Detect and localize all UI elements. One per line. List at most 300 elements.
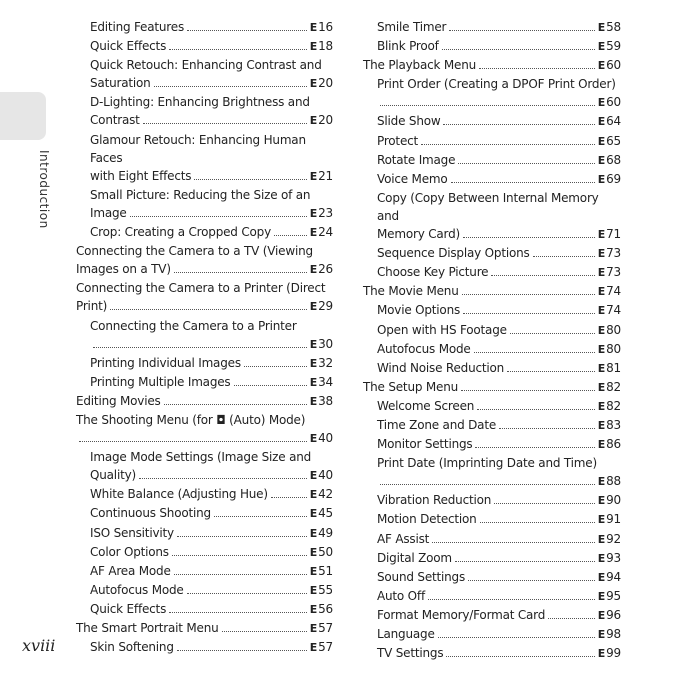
toc-entry[interactable]	[363, 282, 621, 301]
toc-page-ref	[598, 340, 621, 359]
toc-entry[interactable]	[76, 93, 333, 130]
dot-leader	[110, 309, 307, 310]
toc-page-number: 94	[606, 569, 621, 584]
reference-section-icon: E	[597, 228, 606, 242]
toc-page-ref	[598, 225, 621, 244]
toc-page-ref	[598, 568, 621, 587]
reference-section-icon: E	[309, 507, 318, 521]
toc-page-ref	[598, 491, 621, 510]
toc-page-number: 82	[606, 379, 621, 394]
toc-page-ref	[598, 244, 621, 263]
toc-entry[interactable]	[363, 170, 621, 189]
toc-entry-line: Connecting the Camera to a Printer	[90, 318, 297, 333]
toc-entry[interactable]	[363, 549, 621, 568]
toc-page-number: 32	[318, 355, 333, 370]
toc-page-number: 96	[606, 607, 621, 622]
toc-entry-title: Quick Effects	[90, 601, 167, 616]
toc-entry[interactable]	[76, 186, 333, 223]
toc-page-ref	[598, 606, 621, 625]
dot-leader	[380, 484, 595, 485]
toc-page-number: 98	[606, 627, 621, 641]
toc-entry-title: Wind Noise Reduction	[377, 360, 505, 375]
reference-section-icon: E	[597, 438, 606, 452]
toc-entry-line: Quick Retouch: Enhancing Contrast and	[90, 58, 322, 73]
toc-entry[interactable]	[363, 321, 621, 340]
dot-leader	[507, 371, 595, 372]
toc-entry-line: Image Mode Settings (Image Size and	[90, 450, 312, 465]
toc-page-number: 29	[318, 299, 333, 314]
toc-entry-title: AF Assist	[377, 531, 430, 546]
toc-entry[interactable]	[363, 112, 621, 131]
toc-entry-line: Connecting the Camera to a TV (Viewing	[76, 244, 313, 259]
dot-leader	[222, 631, 307, 632]
toc-entry-title: Image	[90, 205, 127, 220]
reference-section-icon: E	[597, 628, 606, 641]
reference-section-icon: E	[597, 96, 606, 110]
toc-page-ref	[598, 132, 621, 151]
toc-page-ref	[598, 93, 621, 112]
toc-page-number: 68	[606, 152, 621, 167]
toc-page-ref	[598, 510, 621, 529]
reference-section-icon: E	[309, 641, 318, 655]
reference-section-icon: E	[309, 114, 318, 128]
toc-entry-title: Editing Movies	[76, 393, 161, 408]
toc-page-ref	[310, 335, 333, 354]
toc-page-ref	[310, 297, 333, 316]
toc-entry-title: Quality)	[90, 468, 136, 483]
reference-section-icon: E	[597, 40, 606, 54]
dot-leader	[458, 163, 595, 164]
toc-page-ref	[598, 625, 621, 644]
toc-entry[interactable]	[76, 485, 333, 504]
reference-section-icon: E	[309, 583, 318, 597]
toc-page-ref	[598, 170, 621, 189]
toc-entry[interactable]	[363, 587, 621, 606]
toc-page-ref	[598, 112, 621, 131]
toc-entry-title: Rotate Image	[377, 152, 456, 167]
dot-leader	[463, 313, 595, 314]
toc-page-number: 23	[318, 205, 333, 220]
toc-entry[interactable]	[76, 56, 333, 93]
dot-leader	[177, 536, 307, 537]
dot-leader	[438, 637, 595, 638]
toc-page-ref	[310, 204, 333, 223]
toc-page-ref	[310, 543, 333, 562]
dot-leader	[79, 441, 307, 442]
toc-page-ref	[310, 354, 333, 373]
dot-leader	[491, 275, 594, 276]
toc-entry-title: Voice Memo	[377, 171, 448, 186]
toc-page-ref	[598, 282, 621, 301]
toc-entry-title: Printing Individual Images	[90, 355, 241, 370]
toc-entry[interactable]	[76, 581, 333, 600]
reference-section-icon: E	[309, 469, 318, 483]
reference-section-icon: E	[309, 40, 318, 54]
toc-entry[interactable]	[76, 223, 333, 242]
toc-page-number: 60	[606, 95, 621, 110]
toc-entry[interactable]	[363, 491, 621, 510]
toc-entry[interactable]	[76, 131, 333, 186]
toc-entry-title: Auto Off	[377, 588, 425, 603]
toc-page-number: 88	[606, 474, 621, 489]
toc-entry-title: Autofocus Mode	[90, 582, 184, 597]
reference-section-icon: E	[597, 513, 606, 527]
toc-entry[interactable]	[76, 392, 333, 411]
reference-section-icon: E	[597, 134, 606, 148]
toc-entry-line: The Shooting Menu (for ◘ (Auto) Mode)	[76, 412, 306, 427]
toc-page-number: 99	[606, 646, 621, 661]
dot-leader	[475, 447, 594, 448]
toc-page-number: 50	[318, 544, 333, 559]
toc-entry[interactable]	[363, 378, 621, 397]
toc-entry[interactable]	[363, 263, 621, 282]
toc-entry-title: Slide Show	[377, 114, 441, 129]
dot-leader	[548, 618, 595, 619]
dot-leader	[533, 256, 595, 257]
toc-page-number: 57	[318, 640, 333, 655]
toc-entry[interactable]	[363, 75, 621, 112]
reference-section-icon: E	[309, 488, 318, 502]
reference-section-icon: E	[309, 526, 318, 540]
toc-entry-line: Print Date (Imprinting Date and Time)	[377, 456, 597, 471]
toc-page-number: 30	[318, 336, 333, 351]
reference-section-icon: E	[309, 394, 318, 408]
reference-section-icon: E	[597, 647, 606, 661]
reference-section-icon: E	[597, 608, 606, 622]
reference-section-icon: E	[597, 153, 606, 167]
toc-entry[interactable]	[76, 242, 333, 279]
dot-leader	[177, 650, 307, 651]
toc-page-number: 73	[606, 265, 621, 280]
dot-leader	[271, 497, 307, 498]
toc-page-number: 65	[606, 133, 621, 148]
toc-page-number: 38	[318, 393, 333, 408]
reference-section-icon: E	[309, 545, 318, 559]
toc-entry[interactable]	[363, 454, 621, 491]
toc-page-ref	[310, 167, 333, 186]
toc-page-number: 26	[318, 262, 333, 277]
toc-page-number: 34	[318, 374, 333, 389]
toc-page-number: 73	[606, 246, 621, 261]
toc-page-ref	[310, 260, 333, 279]
section-tab-label: Introduction	[37, 150, 51, 229]
toc-page-number: 58	[606, 20, 621, 34]
toc-left-column	[76, 18, 333, 657]
toc-entry-title: Quick Effects	[90, 39, 167, 54]
reference-section-icon: E	[309, 77, 318, 91]
dot-leader	[468, 580, 595, 581]
toc-page-ref	[598, 18, 621, 37]
toc-page-ref	[598, 301, 621, 320]
toc-entry-title: The Playback Menu	[363, 58, 477, 73]
dot-leader	[499, 428, 595, 429]
toc-entry[interactable]	[76, 638, 333, 657]
toc-page-number: 83	[606, 417, 621, 432]
toc-page-number: 86	[606, 437, 621, 452]
reference-section-icon: E	[597, 399, 606, 413]
reference-section-icon: E	[597, 285, 606, 299]
toc-entry-title: Crop: Creating a Cropped Copy	[90, 225, 271, 240]
reference-section-icon: E	[309, 375, 318, 389]
reference-section-icon: E	[597, 342, 606, 356]
dot-leader	[494, 503, 595, 504]
dot-leader	[432, 542, 595, 543]
toc-entry-title: The Setup Menu	[363, 379, 459, 394]
toc-page-ref	[310, 18, 333, 37]
toc-page-number: 71	[606, 227, 621, 242]
toc-entry-title: Memory Card)	[377, 227, 460, 242]
dot-leader	[479, 68, 595, 69]
toc-page-number: 82	[606, 398, 621, 413]
dot-leader	[172, 555, 307, 556]
toc-entry-title: Skin Softening	[90, 640, 174, 655]
toc-page-number: 60	[606, 58, 621, 73]
toc-entry-title: Contrast	[90, 113, 140, 128]
toc-page-number: 81	[606, 360, 621, 375]
dot-leader	[428, 599, 595, 600]
reference-section-icon: E	[309, 206, 318, 220]
toc-page-ref	[310, 619, 333, 638]
toc-page-ref	[598, 378, 621, 397]
toc-entry[interactable]	[363, 606, 621, 625]
dot-leader	[164, 404, 307, 405]
toc-entry[interactable]	[76, 562, 333, 581]
dot-leader	[174, 574, 307, 575]
toc-entry[interactable]	[363, 189, 621, 244]
page-number: xviii	[22, 636, 56, 655]
reference-section-icon: E	[597, 551, 606, 565]
reference-section-icon: E	[597, 304, 606, 318]
toc-entry[interactable]	[363, 340, 621, 359]
toc-entry[interactable]	[76, 504, 333, 523]
toc-page-number: 69	[606, 171, 621, 186]
reference-section-icon: E	[597, 475, 606, 489]
reference-section-icon: E	[309, 432, 318, 446]
toc-page-ref	[310, 562, 333, 581]
toc-right-column	[363, 18, 621, 663]
toc-entry[interactable]	[363, 568, 621, 587]
toc-entry-title: Print)	[76, 299, 108, 314]
toc-entry-title: Autofocus Mode	[377, 341, 471, 356]
toc-entry[interactable]	[76, 448, 333, 485]
toc-page-ref	[598, 359, 621, 378]
dot-leader	[442, 49, 595, 50]
toc-entry[interactable]	[363, 416, 621, 435]
toc-entry[interactable]	[76, 18, 333, 37]
reference-section-icon: E	[597, 21, 606, 34]
toc-entry[interactable]	[363, 510, 621, 529]
toc-entry[interactable]	[76, 543, 333, 562]
toc-page-number: 59	[606, 39, 621, 54]
toc-entry-title: Language	[377, 627, 435, 641]
toc-entry-title: Images on a TV)	[76, 262, 171, 277]
toc-page-number: 45	[318, 506, 333, 521]
toc-entry-title: Blink Proof	[377, 39, 439, 54]
dot-leader	[143, 123, 307, 124]
toc-page-ref	[310, 504, 333, 523]
toc-entry[interactable]	[76, 354, 333, 373]
dot-leader	[462, 294, 595, 295]
toc-page-ref	[598, 397, 621, 416]
toc-page-number: 51	[318, 563, 333, 578]
toc-page-number: 91	[606, 512, 621, 527]
toc-entry-title: Vibration Reduction	[377, 493, 492, 508]
toc-page-number: 74	[606, 284, 621, 299]
toc-entry-title: AF Area Mode	[90, 563, 171, 578]
dot-leader	[93, 347, 307, 348]
toc-page-number: 56	[318, 601, 333, 616]
dot-leader	[380, 105, 595, 106]
toc-page-ref	[310, 223, 333, 242]
toc-page-number: 21	[318, 168, 333, 183]
toc-entry[interactable]	[363, 435, 621, 454]
toc-entry-title: Motion Detection	[377, 512, 477, 527]
dot-leader	[477, 409, 595, 410]
dot-leader	[187, 30, 307, 31]
dot-leader	[194, 179, 306, 180]
dot-leader	[244, 366, 307, 367]
dot-leader	[421, 144, 595, 145]
toc-page-ref	[310, 466, 333, 485]
toc-entry[interactable]	[76, 600, 333, 619]
toc-entry-title: The Movie Menu	[363, 284, 459, 299]
reference-section-icon: E	[597, 323, 606, 337]
dot-leader	[510, 333, 595, 334]
toc-page-ref	[598, 263, 621, 282]
reference-section-icon: E	[597, 115, 606, 129]
reference-section-icon: E	[597, 418, 606, 432]
dot-leader	[187, 593, 307, 594]
dot-leader	[274, 235, 307, 236]
toc-entry[interactable]	[363, 151, 621, 170]
dot-leader	[169, 612, 307, 613]
dot-leader	[449, 30, 595, 31]
toc-page-ref	[310, 485, 333, 504]
reference-section-icon: E	[597, 570, 606, 584]
toc-entry[interactable]	[363, 244, 621, 263]
toc-page-number: 40	[318, 431, 333, 446]
reference-section-icon: E	[597, 494, 606, 508]
toc-page-ref	[598, 416, 621, 435]
toc-entry-title: Protect	[377, 133, 419, 148]
toc-entry-title: Open with HS Footage	[377, 322, 507, 337]
toc-entry-title: Monitor Settings	[377, 437, 473, 452]
toc-page-number: 24	[318, 225, 333, 240]
reference-section-icon: E	[597, 59, 606, 73]
dot-leader	[154, 86, 307, 87]
toc-entry[interactable]	[363, 397, 621, 416]
toc-entry-title: Smile Timer	[377, 20, 447, 34]
toc-page-ref	[310, 581, 333, 600]
toc-entry-title: Movie Options	[377, 303, 461, 318]
dot-leader	[443, 124, 594, 125]
toc-page-number: 64	[606, 114, 621, 129]
reference-section-icon: E	[309, 564, 318, 578]
toc-entry[interactable]	[76, 317, 333, 354]
dot-leader	[214, 516, 307, 517]
dot-leader	[169, 49, 307, 50]
toc-entry-title: Sound Settings	[377, 569, 466, 584]
toc-entry-title: Saturation	[90, 76, 151, 91]
toc-entry[interactable]	[363, 301, 621, 320]
section-tab	[0, 92, 46, 140]
toc-page-ref	[598, 37, 621, 56]
toc-entry[interactable]	[76, 373, 333, 392]
toc-entry[interactable]	[363, 625, 621, 644]
toc-page-number: 74	[606, 303, 621, 318]
reference-section-icon: E	[597, 380, 606, 394]
toc-entry-line: Connecting the Camera to a Printer (Direct	[76, 281, 326, 296]
toc-page-ref	[598, 644, 621, 663]
toc-entry-line: Glamour Retouch: Enhancing Human Faces	[90, 132, 306, 165]
toc-entry-title: Color Options	[90, 544, 169, 559]
dot-leader	[455, 561, 595, 562]
reference-section-icon: E	[309, 169, 318, 183]
toc-page-number: 20	[318, 113, 333, 128]
toc-entry[interactable]	[76, 524, 333, 543]
toc-page-ref	[598, 472, 621, 491]
reference-section-icon: E	[597, 172, 606, 186]
toc-entry-line: Small Picture: Reducing the Size of an	[90, 187, 311, 202]
toc-entry[interactable]	[363, 644, 621, 663]
toc-page-ref	[310, 429, 333, 448]
toc-entry[interactable]	[363, 132, 621, 151]
toc-page-number: 57	[318, 621, 333, 635]
toc-entry[interactable]	[363, 56, 621, 75]
toc-entry-title: White Balance (Adjusting Hue)	[90, 487, 268, 502]
toc-entry[interactable]	[363, 359, 621, 378]
reference-section-icon: E	[597, 589, 606, 603]
reference-section-icon: E	[309, 300, 318, 314]
toc-entry-title: Digital Zoom	[377, 550, 452, 565]
reference-section-icon: E	[309, 263, 318, 277]
toc-entry-title: Format Memory/Format Card	[377, 607, 546, 622]
toc-page-number: 80	[606, 341, 621, 356]
reference-section-icon: E	[309, 337, 318, 351]
toc-entry[interactable]	[363, 530, 621, 549]
toc-page-ref	[310, 638, 333, 657]
toc-page-number: 40	[318, 468, 333, 483]
toc-entry-title: Welcome Screen	[377, 398, 475, 413]
dot-leader	[446, 656, 594, 657]
toc-page-number: 90	[606, 493, 621, 508]
reference-section-icon: E	[309, 226, 318, 240]
toc-entry[interactable]	[76, 411, 333, 448]
toc-page-number: 55	[318, 582, 333, 597]
toc-page-number: 80	[606, 322, 621, 337]
toc-page-number: 16	[318, 20, 333, 34]
toc-entry[interactable]	[363, 37, 621, 56]
toc-entry[interactable]	[363, 18, 621, 37]
toc-page-ref	[598, 530, 621, 549]
reference-section-icon: E	[309, 602, 318, 616]
toc-entry[interactable]	[76, 279, 333, 316]
toc-entry[interactable]	[76, 619, 333, 638]
reference-section-icon: E	[597, 247, 606, 261]
toc-entry-title: ISO Sensitivity	[90, 525, 174, 540]
reference-section-icon: E	[597, 532, 606, 546]
toc-entry-title: TV Settings	[377, 646, 444, 661]
dot-leader	[139, 478, 307, 479]
toc-entry-title: with Eight Effects	[90, 168, 192, 183]
toc-page-ref	[310, 74, 333, 93]
reference-section-icon: E	[309, 21, 318, 34]
dot-leader	[461, 390, 595, 391]
toc-entry-title: Choose Key Picture	[377, 265, 489, 280]
toc-entry-title: The Smart Portrait Menu	[76, 621, 219, 635]
dot-leader	[480, 522, 595, 523]
toc-entry[interactable]	[76, 37, 333, 56]
